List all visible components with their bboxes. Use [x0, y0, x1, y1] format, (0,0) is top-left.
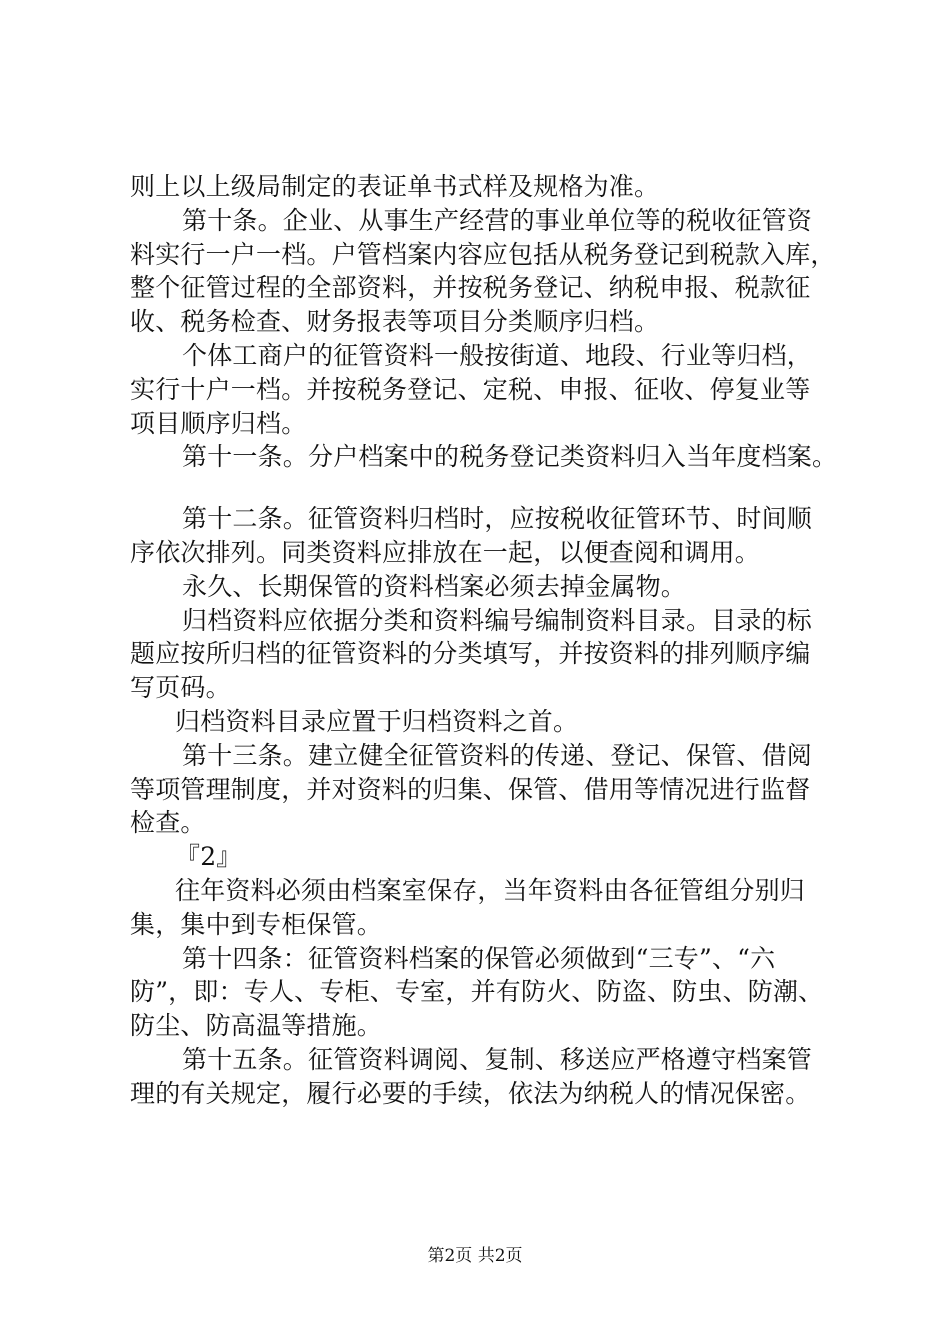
paragraph-line: 收、税务检查、财务报表等项目分类顺序归档。	[130, 307, 660, 337]
paragraph-line: 防”，即：专人、专柜、专室，并有防火、防盗、防虫、防潮、	[130, 977, 824, 1007]
article-14-heading-line: 第十四条：征管资料档案的保管必须做到“三专”、“六	[182, 943, 776, 973]
article-15-heading-line: 第十五条。征管资料调阅、复制、移送应严格遵守档案管	[182, 1044, 813, 1074]
paragraph-line: 归档资料目录应置于归档资料之首。	[175, 706, 579, 736]
paragraph-line: 料实行一户一档。户管档案内容应包括从税务登记到税款入库，	[130, 239, 836, 269]
paragraph-gap	[130, 474, 842, 502]
article-11-heading-line: 第十一条。分户档案中的税务登记类资料归入当年度档案。	[182, 442, 838, 472]
paragraph-line: 理的有关规定，履行必要的手续，依法为纳税人的情况保密。	[130, 1078, 811, 1108]
article-13-heading-line: 第十三条。建立健全征管资料的传递、登记、保管、借阅	[182, 740, 813, 770]
paragraph-line: 集，集中到专柜保管。	[130, 909, 383, 939]
article-10-heading-line: 第十条。企业、从事生产经营的事业单位等的税收征管资	[182, 205, 813, 235]
paragraph-line: 写页码。	[130, 673, 231, 703]
page-number-footer: 第2页 共2页	[427, 1246, 523, 1266]
paragraph-line: 实行十户一档。并按税务登记、定税、申报、征收、停复业等	[130, 374, 811, 404]
paragraph-line: 题应按所归档的征管资料的分类填写，并按资料的排列顺序编	[130, 639, 811, 669]
paragraph-line: 往年资料必须由档案室保存，当年资料由各征管组分别归	[175, 875, 806, 905]
document-body	[130, 170, 842, 1111]
paragraph-line: 序依次排列。同类资料应排放在一起，以便查阅和调用。	[130, 537, 761, 567]
paragraph-line: 检查。	[130, 808, 206, 838]
paragraph-line: 永久、长期保管的资料档案必须去掉金属物。	[182, 571, 687, 601]
paragraph-line: 整个征管过程的全部资料，并按税务登记、纳税申报、税款征	[130, 273, 811, 303]
paragraph-line: 归档资料应依据分类和资料编号编制资料目录。目录的标	[182, 605, 813, 635]
paragraph-line: 项目顺序归档。	[130, 408, 307, 438]
article-12-heading-line: 第十二条。征管资料归档时，应按税收征管环节、时间顺	[182, 504, 813, 534]
paragraph-line: 则上以上级局制定的表证单书式样及规格为准。	[130, 172, 660, 201]
paragraph-line: 等项管理制度，并对资料的归集、保管、借用等情况进行监督	[130, 774, 811, 804]
section-marker: 『2』	[175, 842, 242, 872]
paragraph-line: 个体工商户的征管资料一般按街道、地段、行业等归档，	[182, 340, 813, 370]
paragraph-line: 防尘、防高温等措施。	[130, 1011, 383, 1041]
